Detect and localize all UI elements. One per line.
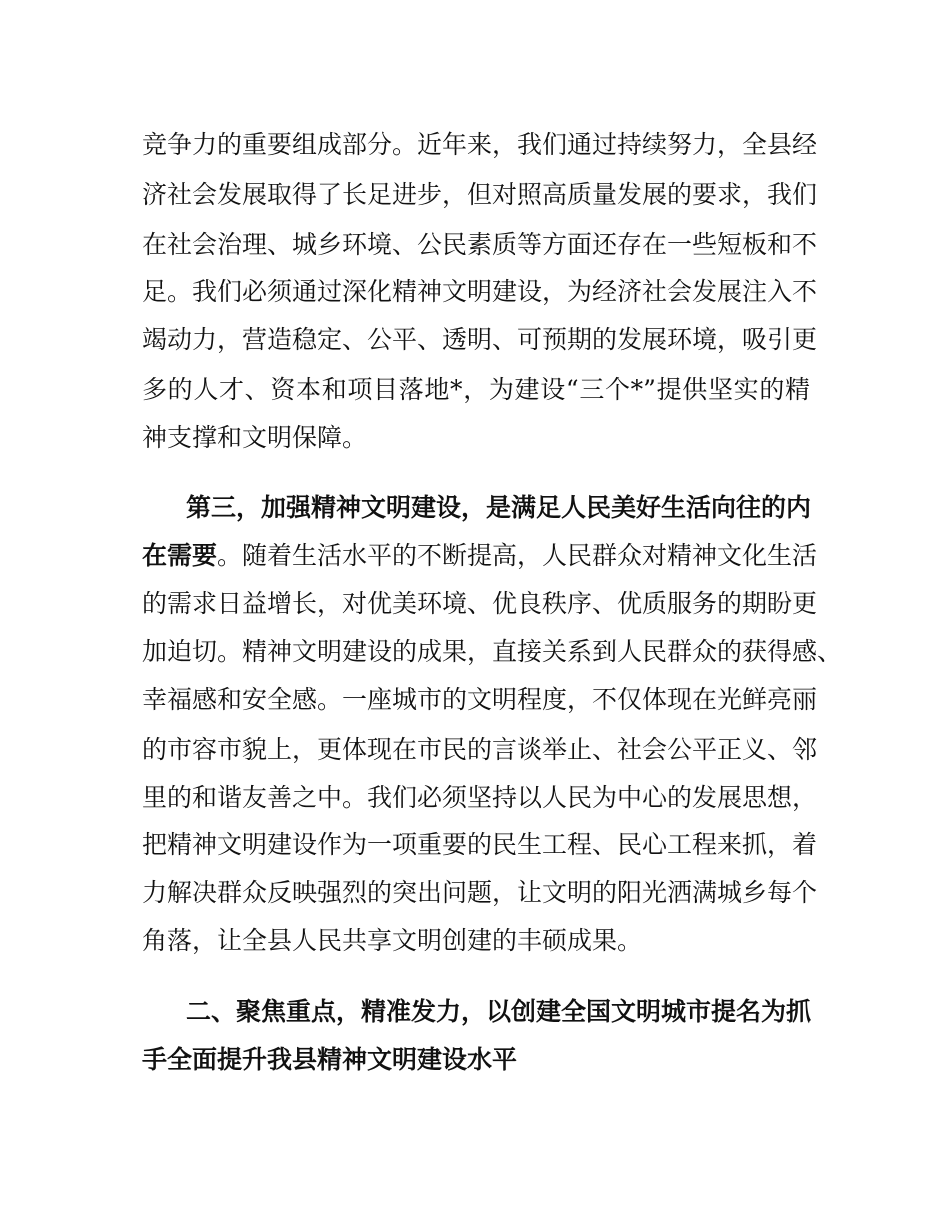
text-line: 里的和谐友善之中。我们必须坚持以人民为中心的发展思想， <box>142 783 818 812</box>
paragraph-lead-heading-end: 在需要 <box>142 541 218 570</box>
text-segment: 。随着生活水平的不断提高，人民群众对精神文化生活 <box>217 541 818 570</box>
text-line: 济社会发展取得了长足进步，但对照高质量发展的要求，我们 <box>142 180 818 209</box>
text-line: 足。我们必须通过深化精神文明建设，为经济社会发展注入不 <box>142 277 818 306</box>
text-line: 神支撑和文明保障。 <box>142 423 368 452</box>
text-line: 的需求日益增长，对优美环境、优良秩序、优质服务的期盼更 <box>142 589 818 618</box>
section-heading-line: 手全面提升我县精神文明建设水平 <box>142 1045 518 1074</box>
text-line: 多的人才、资本和项目落地*，为建设“三个*”提供坚实的精 <box>142 375 810 404</box>
text-line: 竞争力的重要组成部分。近年来，我们通过持续努力，全县经 <box>142 130 818 159</box>
text-line: 在社会治理、城乡环境、公民素质等方面还存在一些短板和不 <box>142 230 818 259</box>
text-line: 把精神文明建设作为一项重要的民生工程、民心工程来抓，着 <box>142 830 818 859</box>
text-line: 力解决群众反映强烈的突出问题，让文明的阳光洒满城乡每个 <box>142 878 818 907</box>
section-heading-line: 二、聚焦重点，精准发力，以创建全国文明城市提名为抓 <box>186 997 812 1026</box>
text-line: 幸福感和安全感。一座城市的文明程度，不仅体现在光鲜亮丽 <box>142 685 818 714</box>
text-line: 加迫切。精神文明建设的成果，直接关系到人民群众的获得感、 <box>142 637 843 666</box>
paragraph-lead-heading: 第三，加强精神文明建设，是满足人民美好生活向往的内 <box>186 493 812 522</box>
text-line: 的市容市貌上，更体现在市民的言谈举止、社会公平正义、邻 <box>142 735 818 764</box>
text-line: 竭动力，营造稳定、公平、透明、可预期的发展环境，吸引更 <box>142 325 818 354</box>
text-line <box>142 539 818 573</box>
text-line: 角落，让全县人民共享文明创建的丰硕成果。 <box>142 926 643 955</box>
